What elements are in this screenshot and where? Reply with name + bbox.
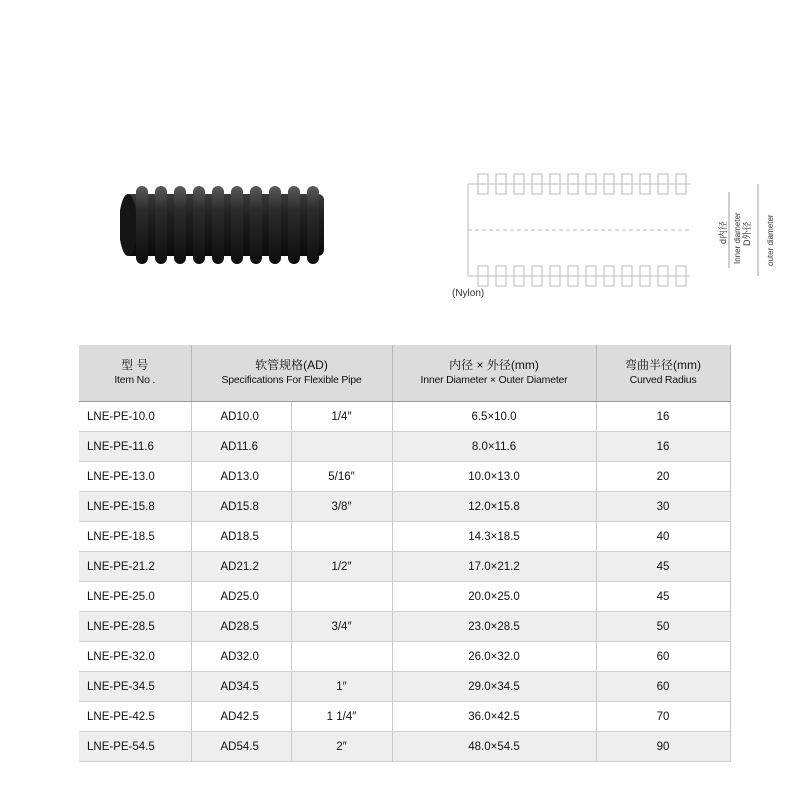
table-row xyxy=(79,582,730,612)
cell-radius: 16 xyxy=(596,432,730,462)
table-row xyxy=(79,492,730,522)
cell-diameter: 29.0×34.5 xyxy=(392,672,596,702)
cell-diameter: 48.0×54.5 xyxy=(392,732,596,762)
pipe-ridge xyxy=(269,186,281,264)
table-header-row xyxy=(79,345,730,402)
pipe-ridge xyxy=(231,186,243,264)
cell-diameter: 23.0×28.5 xyxy=(392,612,596,642)
header-spec xyxy=(191,345,392,402)
cell-item-no: LNE-PE-18.5 xyxy=(79,522,191,552)
cell-inch-size: 1″ xyxy=(291,672,392,702)
pipe-ridge xyxy=(288,186,300,264)
inner-diameter-en-label: Inner diameter xyxy=(733,212,742,264)
cell-ad-spec: AD21.2 xyxy=(191,552,291,582)
header-diameter-zh: 内径 × 外径(mm) xyxy=(449,358,539,372)
cell-diameter: 36.0×42.5 xyxy=(392,702,596,732)
cell-ad-spec: AD18.5 xyxy=(191,522,291,552)
table-row xyxy=(79,612,730,642)
cell-inch-size: 5/16″ xyxy=(291,462,392,492)
cell-inch-size: 1/2″ xyxy=(291,552,392,582)
corrugated-pipe-photo xyxy=(120,180,330,270)
cell-inch-size: 2″ xyxy=(291,732,392,762)
cell-inch-size: 1 1/4″ xyxy=(291,702,392,732)
cell-item-no: LNE-PE-25.0 xyxy=(79,582,191,612)
header-diameter xyxy=(392,345,596,402)
cell-diameter: 12.0×15.8 xyxy=(392,492,596,522)
cell-item-no: LNE-PE-10.0 xyxy=(79,402,191,432)
cell-inch-size xyxy=(291,432,392,462)
cell-inch-size: 3/8″ xyxy=(291,492,392,522)
cell-diameter: 8.0×11.6 xyxy=(392,432,596,462)
cell-item-no: LNE-PE-28.5 xyxy=(79,612,191,642)
cell-inch-size xyxy=(291,642,392,672)
cell-inch-size: 1/4″ xyxy=(291,402,392,432)
inner-diameter-label: d内径 xyxy=(718,220,728,244)
pipe-ridge xyxy=(193,186,205,264)
cell-diameter: 14.3×18.5 xyxy=(392,522,596,552)
outer-diameter-label: D外径 xyxy=(742,221,752,246)
spec-table xyxy=(79,345,731,762)
cell-ad-spec: AD10.0 xyxy=(191,402,291,432)
cell-ad-spec: AD11.6 xyxy=(191,432,291,462)
table-row xyxy=(79,732,730,762)
cell-radius: 40 xyxy=(596,522,730,552)
pipe-ridge xyxy=(212,186,224,264)
cell-ad-spec: AD25.0 xyxy=(191,582,291,612)
table-row xyxy=(79,522,730,552)
cell-item-no: LNE-PE-32.0 xyxy=(79,642,191,672)
header-radius xyxy=(596,345,730,402)
cell-inch-size xyxy=(291,582,392,612)
header-spec-zh: 软管规格(AD) xyxy=(255,358,328,372)
cell-diameter: 6.5×10.0 xyxy=(392,402,596,432)
header-item-zh: 型 号 xyxy=(121,358,149,372)
table-row xyxy=(79,402,730,432)
cell-inch-size xyxy=(291,522,392,552)
cell-item-no: LNE-PE-11.6 xyxy=(79,432,191,462)
cell-radius: 45 xyxy=(596,582,730,612)
cell-radius: 30 xyxy=(596,492,730,522)
cell-radius: 90 xyxy=(596,732,730,762)
header-radius-zh: 弯曲半径(mm) xyxy=(625,358,701,372)
header-item-no xyxy=(79,345,191,402)
cell-item-no: LNE-PE-34.5 xyxy=(79,672,191,702)
cell-ad-spec: AD34.5 xyxy=(191,672,291,702)
cell-diameter: 26.0×32.0 xyxy=(392,642,596,672)
header-diameter-en: Inner Diameter × Outer Diameter xyxy=(420,374,568,386)
table-row xyxy=(79,462,730,492)
cell-diameter: 20.0×25.0 xyxy=(392,582,596,612)
outer-diameter-en-label: outer diameter xyxy=(766,214,775,266)
table-row xyxy=(79,552,730,582)
table-row xyxy=(79,702,730,732)
cell-radius: 16 xyxy=(596,402,730,432)
cell-radius: 60 xyxy=(596,672,730,702)
cell-ad-spec: AD42.5 xyxy=(191,702,291,732)
cell-radius: 20 xyxy=(596,462,730,492)
pipe-ridge xyxy=(155,186,167,264)
table-row xyxy=(79,432,730,462)
cell-radius: 70 xyxy=(596,702,730,732)
cell-diameter: 17.0×21.2 xyxy=(392,552,596,582)
cell-diameter: 10.0×13.0 xyxy=(392,462,596,492)
pipe-ridge xyxy=(250,186,262,264)
cell-item-no: LNE-PE-42.5 xyxy=(79,702,191,732)
header-radius-en: Curved Radius xyxy=(629,374,697,386)
table-row xyxy=(79,672,730,702)
pipe-ridge xyxy=(307,186,319,264)
cell-item-no: LNE-PE-13.0 xyxy=(79,462,191,492)
cell-ad-spec: AD32.0 xyxy=(191,642,291,672)
cell-inch-size: 3/4″ xyxy=(291,612,392,642)
cell-item-no: LNE-PE-21.2 xyxy=(79,552,191,582)
cell-radius: 50 xyxy=(596,612,730,642)
cell-radius: 45 xyxy=(596,552,730,582)
cell-item-no: LNE-PE-15.8 xyxy=(79,492,191,522)
cell-ad-spec: AD28.5 xyxy=(191,612,291,642)
pipe-ridge xyxy=(136,186,148,264)
cell-ad-spec: AD54.5 xyxy=(191,732,291,762)
material-label: (Nylon) xyxy=(452,288,485,299)
cell-radius: 60 xyxy=(596,642,730,672)
cell-ad-spec: AD15.8 xyxy=(191,492,291,522)
header-spec-en: Specifications For Flexible Pipe xyxy=(221,374,362,386)
header-item-en: Item No . xyxy=(114,374,156,386)
table-row xyxy=(79,642,730,672)
pipe-dimension-diagram xyxy=(440,170,780,310)
cell-ad-spec: AD13.0 xyxy=(191,462,291,492)
cell-item-no: LNE-PE-54.5 xyxy=(79,732,191,762)
pipe-ridge xyxy=(174,186,186,264)
